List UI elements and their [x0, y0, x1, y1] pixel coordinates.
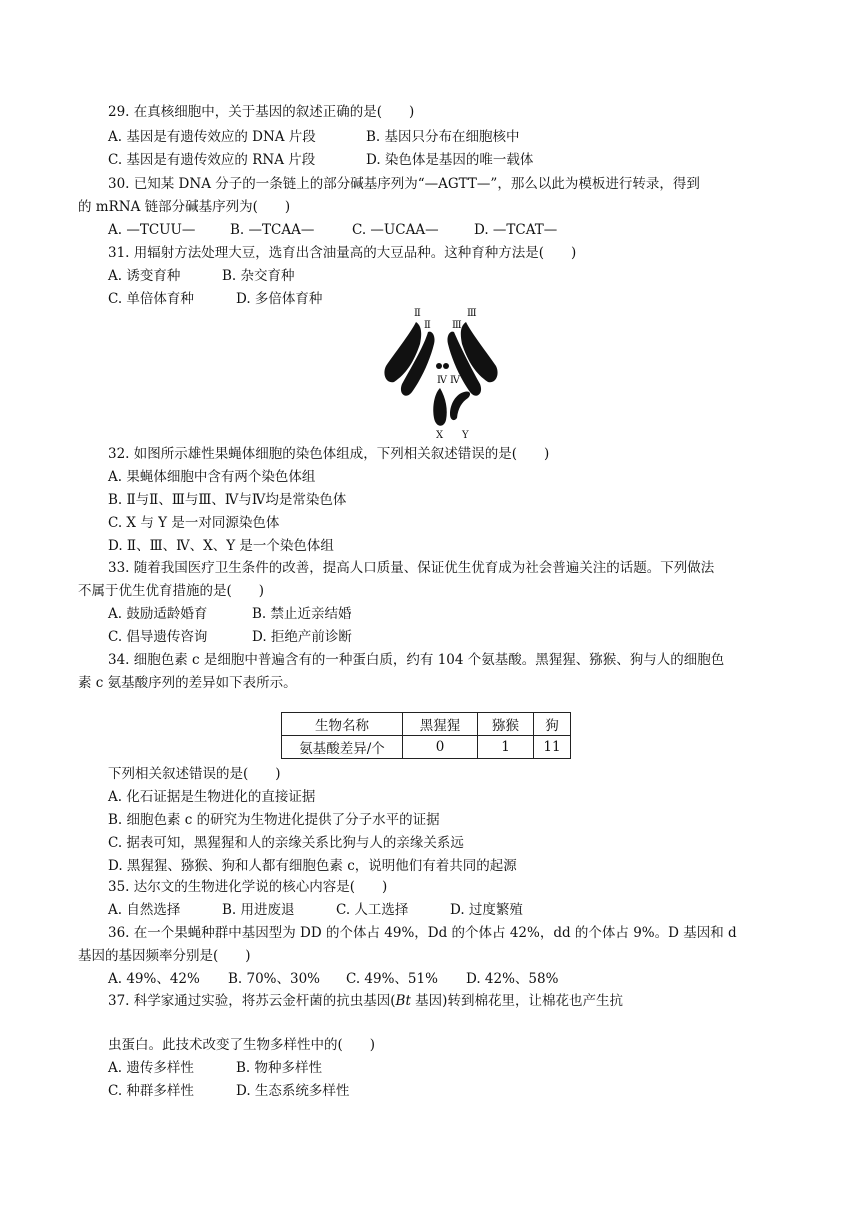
q34-option-a: A. 化石证据是生物进化的直接证据 [108, 789, 316, 805]
q30-stem-line1: 30. 已知某 DNA 分子的一条链上的部分碱基序列为“—AGTT—”，那么以此为模板进行转录，得到 [108, 176, 700, 192]
q36-options-row [108, 970, 558, 988]
q33-options-row1 [108, 605, 352, 623]
q29-stem: 29. 在真核细胞中，关于基因的叙述正确的是( ) [108, 104, 415, 120]
q30-option-c: C. —UCAA— [352, 222, 439, 238]
q30-option-d: D. —TCAT— [474, 222, 558, 238]
q32-option-b: B. Ⅱ与Ⅱ、Ⅲ与Ⅲ、Ⅳ与Ⅳ均是常染色体 [108, 492, 347, 508]
q37-stem-part1: 37. 科学家通过实验，将苏云金杆菌的抗虫基因( [108, 993, 396, 1009]
table-header-cell: 黑猩猩 [403, 713, 478, 736]
chromosome-y [450, 391, 470, 420]
q30-options-row [108, 221, 557, 239]
q34-stem-line2: 素 c 氨基酸序列的差异如下表所示。 [78, 675, 297, 691]
q29-option-d: D. 染色体是基因的唯一载体 [366, 152, 534, 168]
q37-options-row2 [108, 1082, 349, 1100]
q31-option-b: B. 杂交育种 [222, 268, 295, 284]
table-header-cell: 猕猴 [478, 713, 534, 736]
q33-option-d: D. 拒绝产前诊断 [252, 629, 352, 645]
q31-option-a: A. 诱变育种 [108, 268, 181, 284]
q34-option-d: D. 黑猩猩、猕猴、狗和人都有细胞色素 c，说明他们有着共同的起源 [108, 858, 517, 874]
q34-lead: 下列相关叙述错误的是( ) [108, 766, 281, 782]
q37-option-b: B. 物种多样性 [236, 1060, 323, 1076]
q35-option-d: D. 过度繁殖 [450, 902, 523, 918]
q33-stem-line1: 33. 随着我国医疗卫生条件的改善，提高人口质量、保证优生优育成为社会普遍关注的话题。下列做法 [108, 560, 715, 576]
q35-stem: 35. 达尔文的生物进化学说的核心内容是( ) [108, 879, 388, 895]
q32-option-a: A. 果蝇体细胞中含有两个染色体组 [108, 469, 316, 485]
q32-stem: 32. 如图所示雄性果蝇体细胞的染色体组成，下列相关叙述错误的是( ) [108, 446, 550, 462]
q35-option-c: C. 人工选择 [336, 902, 409, 918]
chromosome-iv-2 [443, 363, 449, 369]
q35-options-row [108, 901, 523, 919]
q29-options-row1 [108, 128, 520, 146]
table-header-cell: 生物名称 [282, 713, 403, 736]
amino-acid-difference-table [281, 712, 571, 759]
q37-stem-bt: Bt [395, 993, 411, 1009]
q29-option-a: A. 基因是有遗传效应的 DNA 片段 [108, 129, 316, 145]
table-header-cell: 狗 [534, 713, 571, 736]
label-ii-1: Ⅱ [414, 308, 421, 319]
q36-stem-line2: 基因的基因频率分别是( ) [78, 948, 251, 964]
q36-stem-line1: 36. 在一个果蝇种群中基因型为 DD 的个体占 49%，Dd 的个体占 42%，dd 的个体占 9%。D 基因和 d [108, 925, 737, 941]
table-row [282, 736, 571, 759]
q37-stem-line2: 虫蛋白。此技术改变了生物多样性中的( ) [108, 1037, 376, 1053]
q36-option-a: A. 49%、42% [108, 971, 200, 987]
chromosome-x [433, 388, 447, 426]
q29-option-c: C. 基因是有遗传效应的 RNA 片段 [108, 152, 316, 168]
q30-option-b: B. —TCAA— [230, 222, 315, 238]
label-iv-2: Ⅳ [450, 375, 460, 386]
table-cell: 0 [403, 736, 478, 759]
q33-options-row2 [108, 628, 352, 646]
q34-stem-line1: 34. 细胞色素 c 是细胞中普遍含有的一种蛋白质，约有 104 个氨基酸。黑猩猩、猕猴、狗与人的细胞色 [108, 652, 725, 668]
label-ii-2: Ⅱ [424, 320, 431, 331]
q34-option-b: B. 细胞色素 c 的研究为生物进化提供了分子水平的证据 [108, 812, 440, 828]
q31-option-c: C. 单倍体育种 [108, 291, 194, 307]
q29-options-row2 [108, 151, 533, 169]
q31-stem: 31. 用辐射方法处理大豆，选育出含油量高的大豆品种。这种育种方法是( ) [108, 245, 577, 261]
table-cell: 11 [534, 736, 571, 759]
label-iv-1: Ⅳ [437, 375, 447, 386]
table-cell: 1 [478, 736, 534, 759]
q33-option-a: A. 鼓励适龄婚育 [108, 606, 208, 622]
label-iii-1: Ⅲ [467, 308, 477, 319]
q36-option-d: D. 42%、58% [466, 971, 559, 987]
q37-stem-line1 [108, 992, 623, 1010]
q34-option-c: C. 据表可知，黑猩猩和人的亲缘关系比狗与人的亲缘关系远 [108, 835, 464, 851]
q30-option-a: A. —TCUU— [108, 222, 196, 238]
q37-option-a: A. 遗传多样性 [108, 1060, 194, 1076]
q29-option-b: B. 基因只分布在细胞核中 [366, 129, 520, 145]
q37-stem-part2: 基因)转到棉花里，让棉花也产生抗 [410, 993, 623, 1009]
q32-option-d: D. Ⅱ、Ⅲ、Ⅳ、X、Y 是一个染色体组 [108, 538, 334, 554]
q33-option-c: C. 倡导遗传咨询 [108, 629, 208, 645]
q35-option-b: B. 用进废退 [222, 902, 295, 918]
q32-option-c: C. X 与 Y 是一对同源染色体 [108, 515, 280, 531]
q33-option-b: B. 禁止近亲结婚 [252, 606, 352, 622]
q36-option-c: C. 49%、51% [346, 971, 438, 987]
table-header-row [282, 713, 571, 736]
q36-option-b: B. 70%、30% [228, 971, 321, 987]
q31-options-row2 [108, 290, 322, 308]
q33-stem-line2: 不属于优生优育措施的是( ) [78, 583, 265, 599]
label-x: X [436, 430, 444, 441]
q37-option-d: D. 生态系统多样性 [236, 1083, 350, 1099]
q30-stem-line2: 的 mRNA 链部分碱基序列为( ) [78, 199, 291, 215]
q31-options-row1 [108, 267, 295, 285]
label-y: Y [462, 430, 469, 441]
table-cell: 氨基酸差异/个 [282, 736, 403, 759]
chromosome-figure [380, 304, 500, 444]
q35-option-a: A. 自然选择 [108, 902, 181, 918]
q31-option-d: D. 多倍体育种 [236, 291, 323, 307]
label-iii-2: Ⅲ [452, 320, 462, 331]
q37-option-c: C. 种群多样性 [108, 1083, 194, 1099]
q37-options-row1 [108, 1059, 322, 1077]
chromosome-iv-1 [436, 363, 442, 369]
